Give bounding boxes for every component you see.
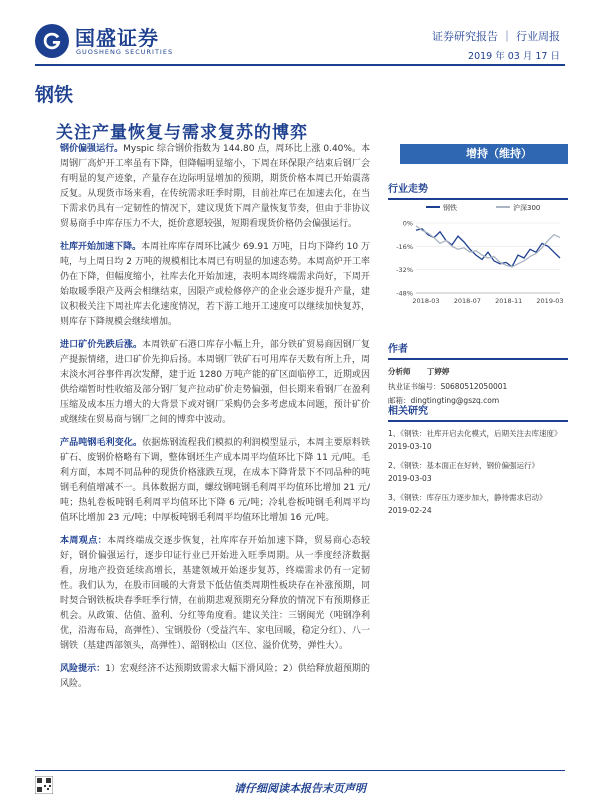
report-headline: 关注产量恢复与需求复苏的博弈	[56, 123, 308, 143]
related-item-title[interactable]: 3、《钢铁：库存压力逐步加大，静待需求启动》	[388, 493, 547, 502]
logo-icon	[35, 24, 69, 58]
y-tick-label: -48%	[396, 289, 413, 298]
related-item-date: 2019-03-03	[388, 474, 432, 483]
analyst-email[interactable]: 邮箱：dingtingting@gszq.com	[388, 396, 500, 405]
series-line	[416, 229, 560, 267]
related-title: 相关研究	[388, 406, 428, 417]
report-date: 2019 年 03 月 17 日	[468, 51, 560, 62]
y-tick-label: 0%	[402, 219, 413, 228]
paragraph	[60, 534, 370, 654]
logo-text-cn: 国盛证券	[75, 26, 159, 50]
report-type: 证券研究报告 ｜ 行业周报	[432, 30, 560, 43]
author-title: 作者	[388, 344, 408, 355]
analyst-name: 丁婷婷	[426, 367, 450, 376]
trend-title: 行业走势	[388, 184, 428, 195]
author-section	[388, 340, 568, 406]
trend-chart-svg	[388, 195, 568, 315]
paragraph-lead: 本周观点：	[60, 536, 108, 546]
analyst-cert: 执业证书编号：S0680512050001	[388, 382, 508, 391]
related-item-date: 2019-02-24	[388, 506, 432, 515]
y-tick-label: -32%	[396, 266, 413, 275]
related-item-date: 2019-03-10	[388, 442, 432, 451]
paragraph-lead: 钢价偏强运行。	[60, 144, 124, 154]
paragraph-lead: 风险提示：	[60, 664, 106, 674]
paragraph	[60, 142, 370, 232]
paragraph-text: Myspic 综合钢价指数为 144.80 点，周环比上涨 0.40%。本周钢厂高炉开工率虽有下降，但降幅明显缩小，下周在环保限产结束后钢厂会有明显的复产迹象，产量存在边际明显增加的预期，期货价格本周已开始震荡反复。从现货市场来看，在传统需求旺季时期，目前社库已在加速去化，在当下需求仍具有一定韧性的情况下，建议现货下周产量恢复节奏，但由于非协议贸易商手中库存压力不大，挺价意愿较强，短期看现货价格仍会偏强运行。	[60, 144, 370, 229]
footer-disclaimer: 请仔细阅读本报告末页声明	[234, 782, 366, 795]
x-tick-label: 2018-11	[495, 297, 523, 305]
paragraph-text: 1）宏观经济不达预期致需求大幅下滑风险；2）供给释放超预期的风险。	[60, 664, 370, 689]
paragraph-lead: 社库开始加速下降。	[60, 242, 142, 252]
y-tick-label: -16%	[396, 242, 413, 251]
paragraph-text: 依据炼钢流程我们模拟的利润模型显示，本周主要原料铁矿石、废钢价格略有下调，整体钢坯生产成本周平均值环比下降 11 元/吨。毛利方面，本周不同品种的现货价格涨跌互现，在成本下降背景下不同品种的吨钢毛利值增减不一。具体数据方面，螺纹钢吨钢毛利周平均值环比增加 21 元/吨；热轧卷板吨钢毛利周平均值环比下降 6 元/吨；冷轧卷板吨钢毛利周平均值环比增加 23 元/吨；中厚板吨钢毛利周平均值环比增加 16 元/吨。	[60, 438, 370, 523]
related-research	[388, 402, 568, 524]
trend-chart	[388, 195, 568, 315]
analyst-label: 分析师	[388, 367, 411, 376]
related-item-title[interactable]: 1、《钢铁：社库开启去化模式，后期关注去库速度》	[388, 429, 562, 438]
x-tick-label: 2018-07	[453, 297, 481, 305]
header-divider	[35, 64, 565, 66]
rating-badge: 增持（维持）	[400, 144, 568, 164]
main-content	[60, 142, 370, 700]
paragraph-text: 本周终端成交逐步恢复，社库库存开始加速下降，贸易商心态较好，钢价偏强运行，逐步印证行业已开始进入旺季周期。从一季度经济数据看，房地产投资延续高增长，基建领域开始逐步复苏，终端需求仍有一定韧性。我们认为，在股市回暖的大背景下低估值类周期性板块存在补涨预期，同时契合钢铁板块春季旺季行情，在前期悲观预期充分释放的情况下有预期修正机会。从政策、估值、盈利、分红等角度看。建议关注：三钢闽光（吨钢净利优，沿海布局，高弹性）、宝钢股份（受益汽车、家电回暖，稳定分红）、八一钢铁（基建西部领头，高弹性）、韶钢松山（区位、溢价优势，弹性大）。	[60, 536, 370, 651]
paragraph-text: 本周铁矿石港口库存小幅上升，部分铁矿贸易商因钢厂复产提振情绪，进口矿价先抑后扬。本周钢厂铁矿石可用库存天数有所上升，周末淡水河谷事件再次发酵，建于近 1280 万吨产能的矿区面临停工，近期或因供给端暂时性收缩及部分钢厂复产拉动矿价走势偏强，但长期来看钢厂在盈利压缩及成本压力增大的大背景下或对钢厂采购仍会多考虑成本问题，预计矿价或继续在贸易商与钢厂之间的博弈中波动。	[60, 340, 370, 425]
related-item-title[interactable]: 2、《钢铁：基本面正在好转，钢价偏强运行》	[388, 461, 540, 470]
industry-title: 钢铁	[35, 84, 74, 106]
author-divider	[388, 358, 568, 360]
paragraph-lead: 产品吨钢毛利变化。	[60, 438, 143, 448]
x-tick-label: 2019-03	[536, 297, 564, 305]
paragraph-text: 本周社库库存周环比减少 69.91 万吨，日均下降约 10 万吨，与上周日均 2 万吨的规模相比本周已有明显的加速态势。本周高炉开工率仍在下降，但幅度缩小，社库去化开始加速，表明本周终端需求尚好，下周开始取暖季限产及两会相继结束，因限产或检修停产的企业会逐步提升产量，建议积极关注下周社库去化速度情况，若下游工地开工速度可以继续加快复苏，则库存下降规模会继续增加。	[60, 242, 370, 327]
paragraph	[60, 338, 370, 428]
footer-divider	[35, 770, 565, 771]
paragraph-lead: 进口矿价先跌后涨。	[60, 340, 143, 350]
legend-label: 沪深300	[513, 204, 541, 212]
paragraph	[60, 662, 370, 692]
x-tick-label: 2018-03	[412, 297, 440, 305]
related-divider	[388, 420, 568, 422]
legend-label: 钢铁	[443, 204, 457, 212]
analyst-line	[388, 366, 568, 377]
paragraph	[60, 436, 370, 526]
logo-text-en: GUOSHENG SECURITIES	[76, 48, 174, 56]
paragraph	[60, 240, 370, 330]
